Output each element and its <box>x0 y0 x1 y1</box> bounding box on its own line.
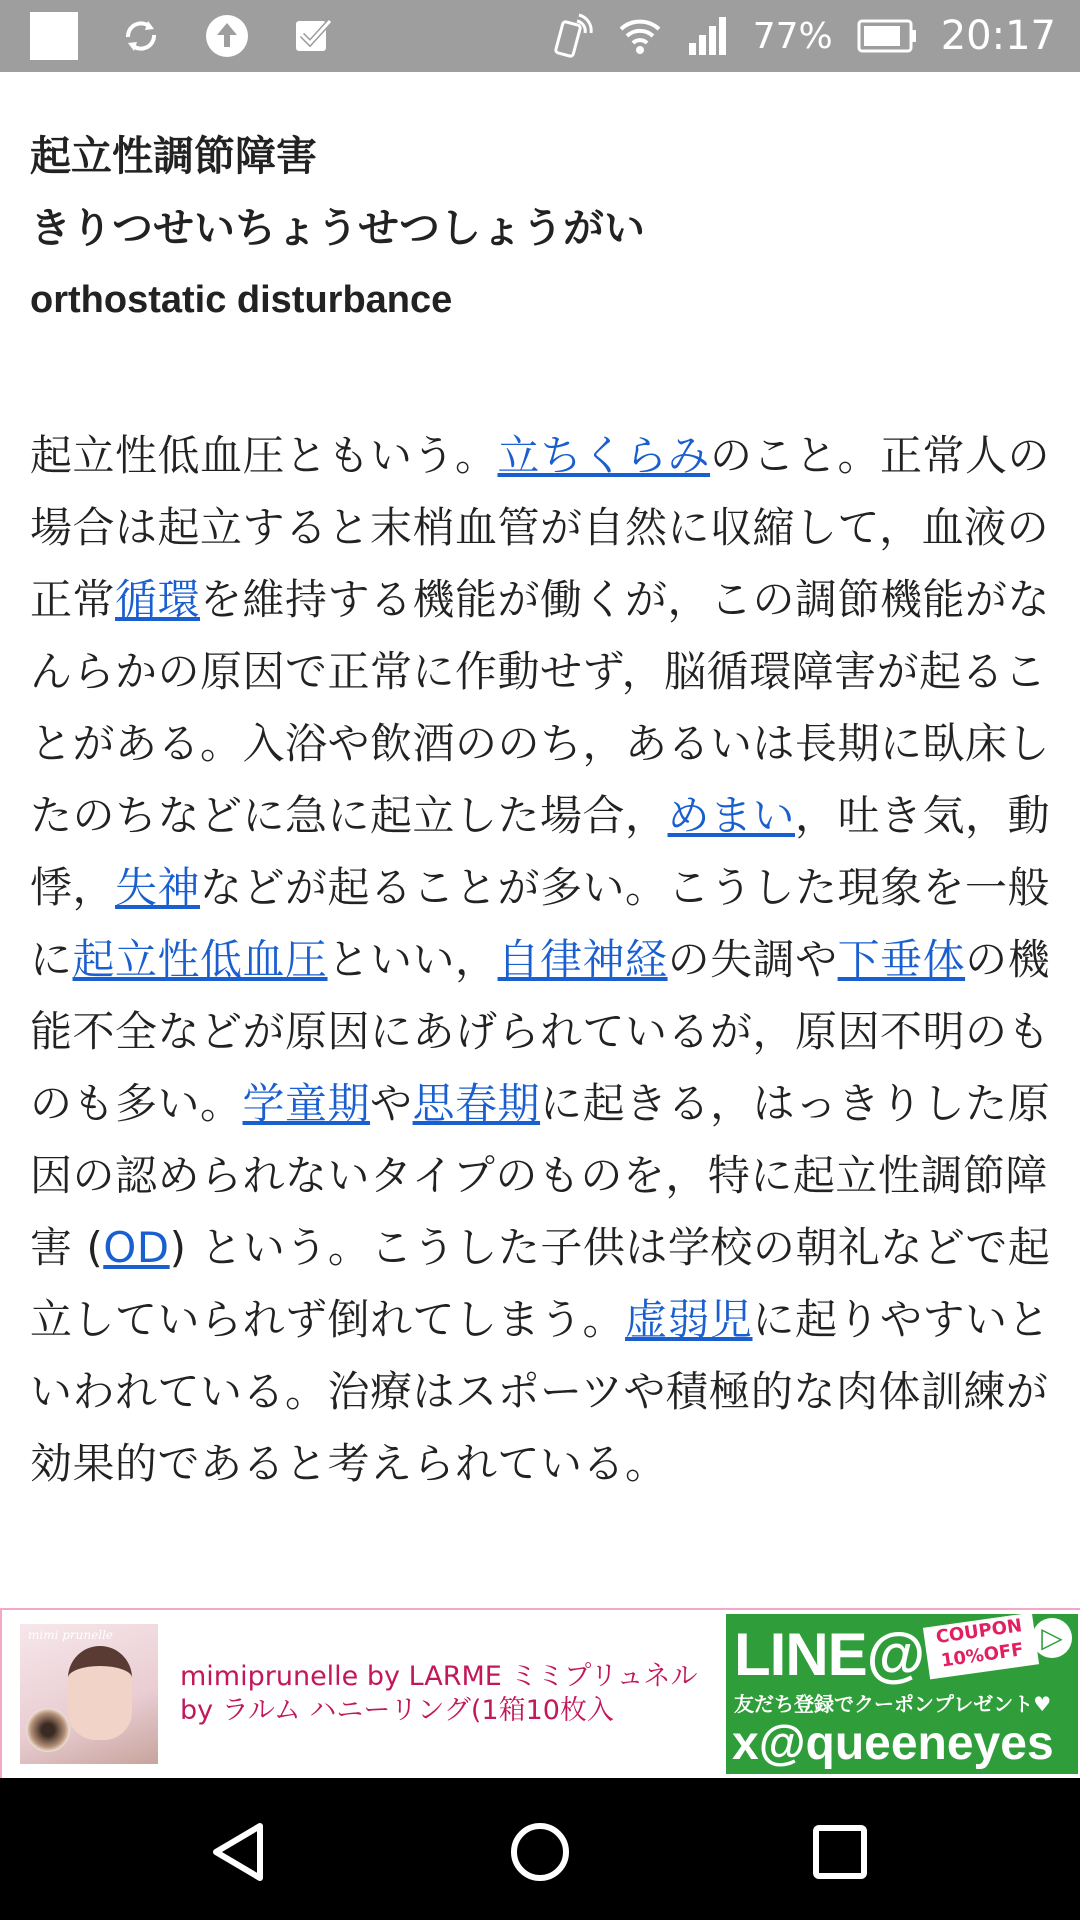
clock: 20:17 <box>940 13 1056 59</box>
coupon-badge: COUPON 10%OFF <box>923 1613 1039 1680</box>
contact-lens-image <box>26 1708 70 1752</box>
body-text-segment: や <box>370 1079 413 1128</box>
ad-title[interactable]: mimiprunelle by LARME ミミプリュネル by ラルム ハニーリング(1箱10枚入 <box>180 1661 698 1726</box>
line-subtext: 友だち登録でクーポンプレゼント♥ <box>734 1692 1052 1716</box>
back-icon[interactable] <box>200 1812 280 1892</box>
line-logo: LINE@ <box>734 1621 925 1688</box>
notification-square-icon <box>30 12 78 60</box>
wifi-icon <box>617 13 663 59</box>
body-text-segment: ) という。こうした子供は学校の朝礼などで起立していられず倒れてしまう。 <box>30 1223 1051 1344</box>
battery-icon <box>855 13 919 59</box>
body-text-segment: などが起ることが多い。こうした現象を一般に <box>30 863 1051 984</box>
glossary-link[interactable]: 立ちくらみ <box>497 431 711 480</box>
body-text-segment: の失調や <box>667 935 838 984</box>
ad-banner[interactable] <box>0 1608 1080 1780</box>
body-text-segment: に起りやすいといわれている。治療はスポーツや積極的な肉体訓練が効果的であると考えられている。 <box>30 1295 1051 1488</box>
body-text-segment: を維持する機能が働くが，この調節機能がなんらかの原因で正常に作動せず，脳循環障害が起ることがある。入浴や飲酒ののち，あるいは長期に臥床したのちなどに急に起立した場合， <box>30 575 1051 840</box>
ad-choices-icon[interactable]: ▷ <box>1032 1618 1072 1658</box>
navigation-bar <box>0 1778 1080 1920</box>
signal-icon <box>685 13 731 59</box>
glossary-link[interactable]: 自律神経 <box>497 935 668 984</box>
entry-english: orthostatic disturbance <box>30 279 453 321</box>
glossary-link[interactable]: 失神 <box>115 863 201 912</box>
glossary-link[interactable]: 思春期 <box>412 1079 541 1128</box>
body-text-segment: といい， <box>327 935 498 984</box>
glossary-link[interactable]: 循環 <box>115 575 201 624</box>
glossary-link[interactable]: 学童期 <box>242 1079 371 1128</box>
home-icon[interactable] <box>500 1812 580 1892</box>
glossary-link[interactable]: 下垂体 <box>837 935 966 984</box>
check-icon <box>290 13 336 59</box>
entry-term: 起立性調節障害 <box>30 132 317 180</box>
entry-header <box>30 120 1060 336</box>
glossary-link[interactable]: 起立性低血圧 <box>72 935 328 984</box>
ad-thumb-brand: mimi prunelle <box>28 1628 114 1642</box>
body-text-segment: 起立性低血圧ともいう。 <box>30 431 498 480</box>
glossary-link[interactable]: めまい <box>667 791 796 840</box>
glossary-link[interactable]: OD <box>103 1223 170 1272</box>
ad-thumbnail[interactable] <box>20 1624 158 1764</box>
status-bar <box>0 0 1080 72</box>
body-text-segment: の機能不全などが原因にあげられているが，原因不明のものも多い。 <box>30 935 1051 1128</box>
ad-line-banner[interactable] <box>726 1614 1078 1774</box>
line-handle: x@queeneyes <box>732 1717 1054 1770</box>
battery-percent: 77% <box>752 15 833 57</box>
entry-body <box>30 420 1055 1500</box>
recents-icon[interactable] <box>800 1812 880 1892</box>
body-text-segment: ，吐き気，動悸， <box>30 791 1051 912</box>
entry-reading: きりつせいちょうせつしょうがい <box>30 204 645 252</box>
body-text-segment: のこと。正常人の場合は起立すると末梢血管が自然に収縮して，血液の正常 <box>30 431 1051 624</box>
upload-icon <box>204 13 250 59</box>
model-photo <box>68 1646 132 1740</box>
sync-icon <box>118 13 164 59</box>
glossary-link[interactable]: 虚弱児 <box>625 1295 753 1344</box>
body-text-segment: に起きる，はっきりした原因の認められないタイプのものを，特に起立性調節障害 ( <box>30 1079 1051 1272</box>
nfc-icon <box>549 13 595 59</box>
